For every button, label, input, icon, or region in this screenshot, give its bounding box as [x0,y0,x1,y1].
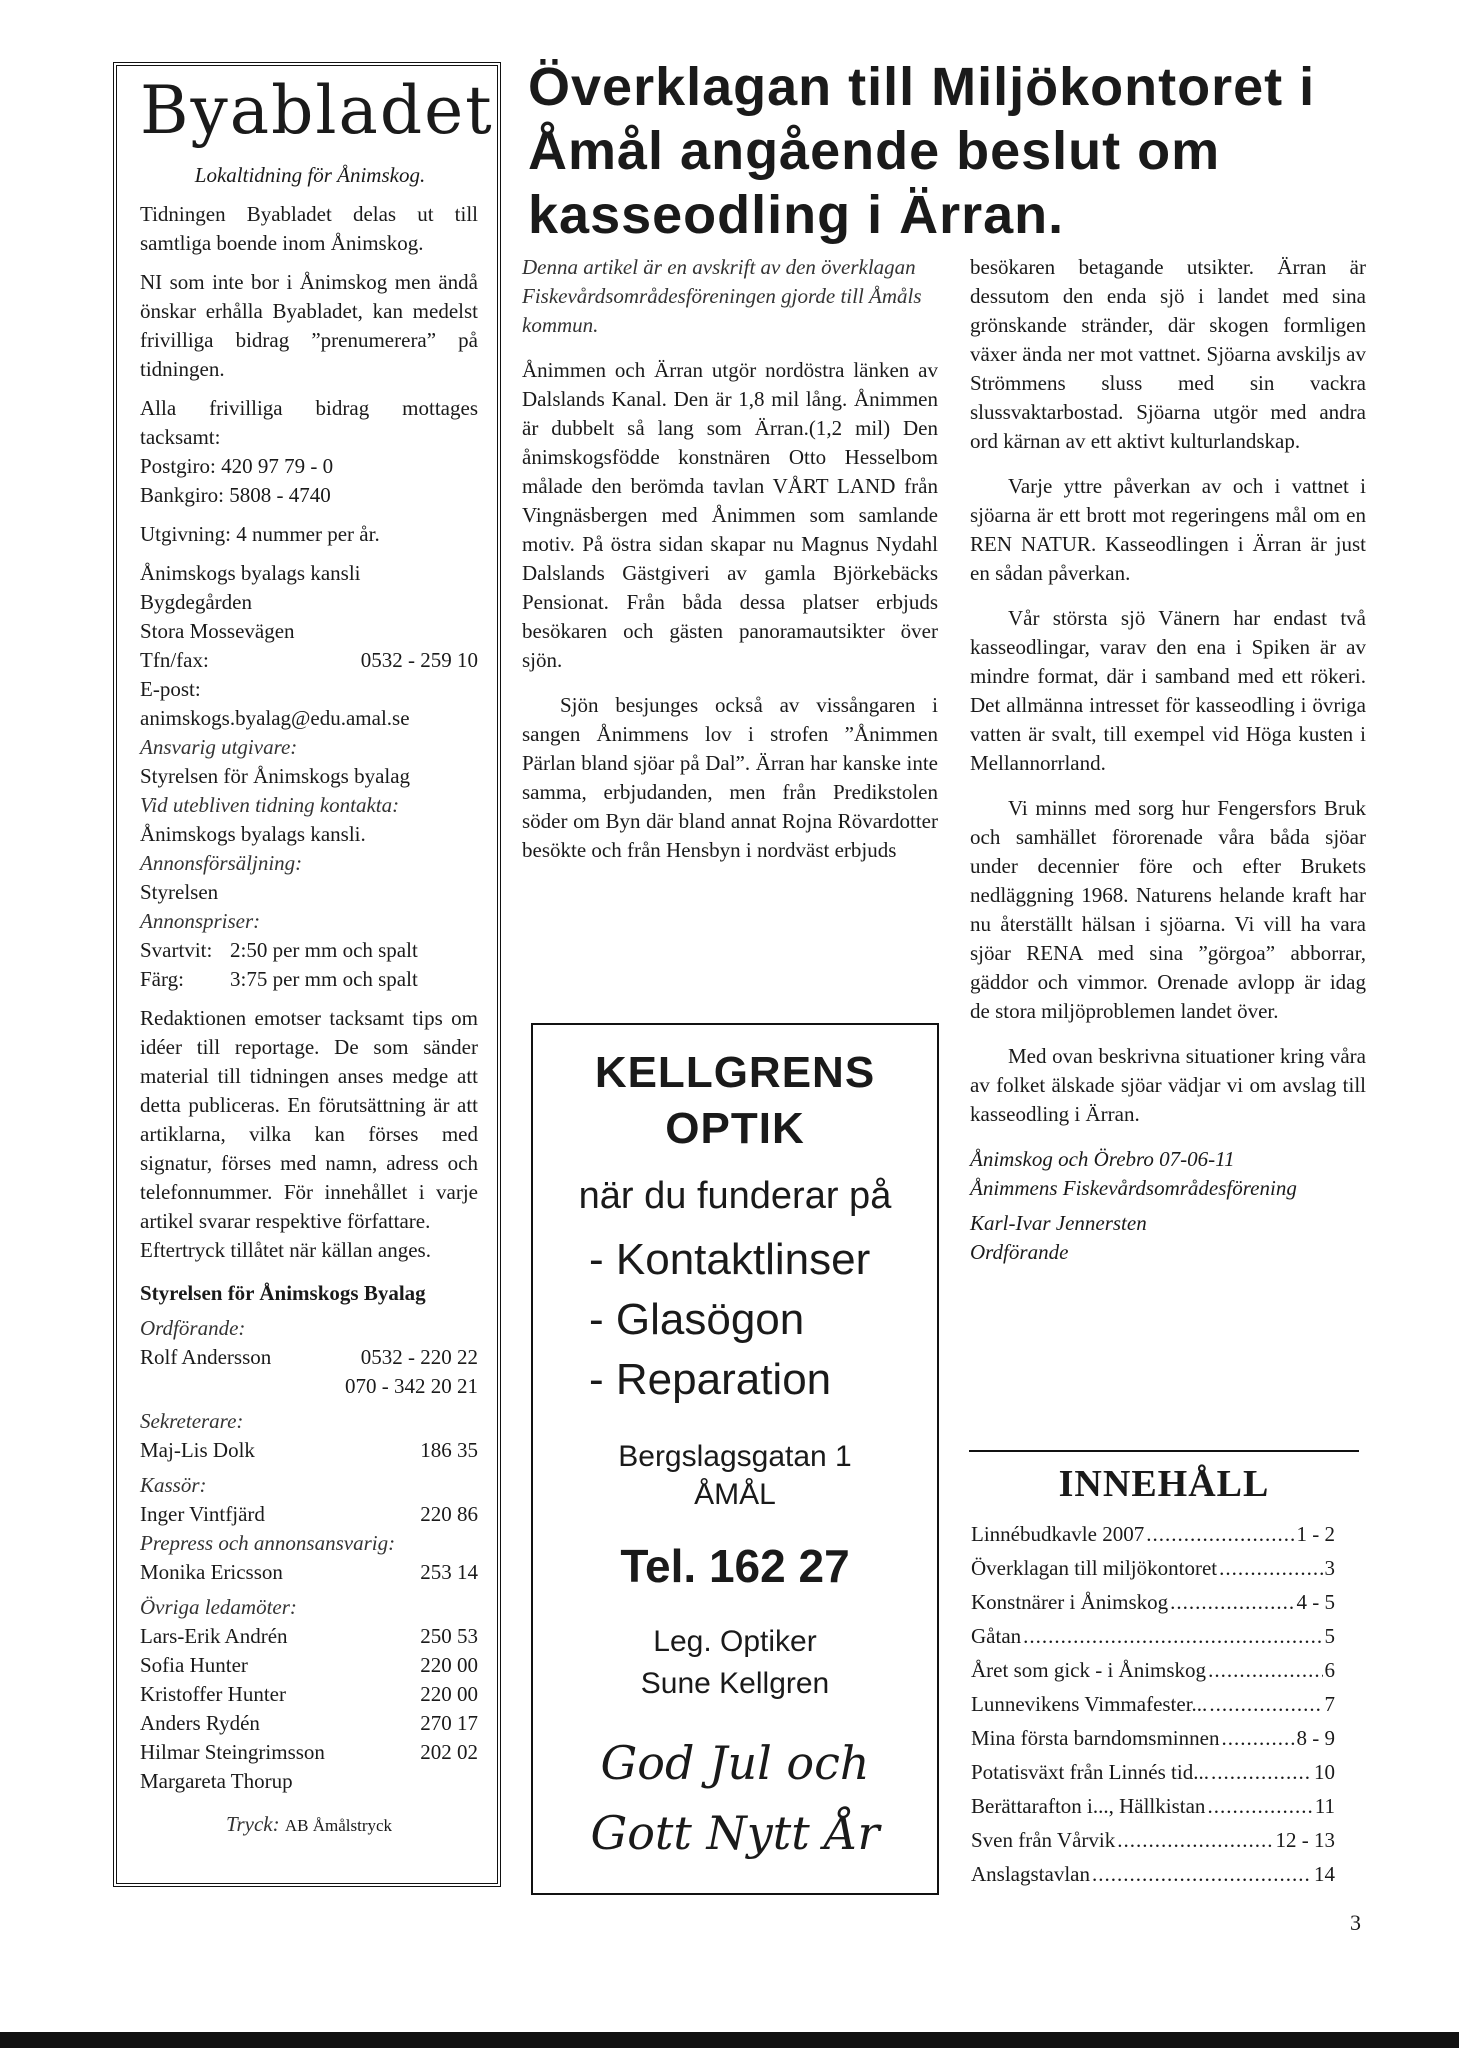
article-paragraph: Vår största sjö Vänern har endast två kasseodlingar, varav den ena i Spiken är av mindre format, där i samband med ett rökeri. Det allmänna intresset för kasseodling i övriga vatten är svalt, till exempel vid Höga kusten i Mellannorrland. [970,606,1366,775]
board-treasurer: Inger Vintfjärd 220 86 [140,1502,478,1526]
board-member: Margareta Thorup [140,1769,293,1793]
ad-tagline: när du funderar på [578,1175,892,1217]
info-contributions: Alla frivilliga bidrag mottages tacksamt: [140,396,478,449]
article-signature-org: Ånimmens Fiskevårdsområdesförening [970,1176,1297,1200]
ad-greeting-line2: Gott Nytt År [590,1806,880,1860]
article-paragraph: Varje yttre påverkan av och i vattnet i sjöarna är ett brott mot regeringens mål om en REN NATUR. Kasseodlingen i Ärran är just en sådan påverkan. [970,474,1366,585]
toc-entry: Potatisväxt från Linnés tid... ..... 10 [971,1755,1335,1789]
board-secretary: Maj-Lis Dolk 186 35 [140,1438,478,1462]
info-ansvarig-label: Ansvarig utgivare: [140,735,298,759]
info-kansli-place: Bygdegården [140,590,252,614]
info-bankgiro: Bankgiro: 5808 - 4740 [140,483,331,507]
board-member: Lars-Erik Andrén 250 53 [140,1624,478,1648]
toc-entry: Mina första barndomsminnen ..... 8 - 9 [971,1721,1335,1755]
info-price-bw: Svartvit: 2:50 per mm och spalt [140,938,418,962]
board-secretary-label: Sekreterare: [140,1409,244,1433]
info-postgiro: Postgiro: 420 97 79 - 0 [140,454,334,478]
info-kansli: Ånimskogs byalags kansli [140,561,361,585]
article-paragraph: Vi minns med sorg hur Fengersfors Bruk och samhället förorenade våra båda sjöar under decennier före och efter Brukets nedläggning 1968. Naturens helande kraft har nu återställt hälsan i sjöarna. Vi vill ha vara sjöar RENA med sina ”görgoa” abborrar, gäddor och vimmor. Orenade avlopp är idag de stora miljöproblemen landet över. [970,796,1366,1023]
board-members-label: Övriga ledamöter: [140,1595,297,1619]
scan-edge-bar [0,2032,1459,2048]
info-kansli-street: Stora Mossevägen [140,619,295,643]
toc-entry: Linnébudkavle 2007 ..... 1 - 2 [971,1517,1335,1551]
board-prepress-label: Prepress och annonsansvarig: [140,1531,396,1555]
info-phone: Tfn/fax: 0532 - 259 10 [140,648,478,672]
toc-entry: Berättarafton i..., Hällkistan ..... 11 [971,1789,1335,1823]
article-column-1 [522,253,938,881]
toc-list [971,1517,1335,1891]
article-signature-name: Karl-Ivar Jennersten [970,1211,1147,1235]
page-number: 3 [1350,1910,1361,1935]
toc-divider [969,1450,1359,1452]
info-utebliven: Ånimskogs byalags kansli. [140,822,366,846]
info-email-label: E-post: [140,677,201,701]
board-chair-mobile: 070 - 342 20 21 [345,1374,478,1398]
article-paragraph: Med ovan beskrivna situationer kring våra av folket älskade sjöar vädjar vi om avslag till kasseodling i Ärran. [970,1044,1366,1126]
ad-address-street: Bergslagsgatan 1 [618,1440,852,1473]
article-signature-role: Ordförande [970,1240,1069,1264]
article-paragraph: besökaren betagande utsikter. Ärran är dessutom den enda sjö i landet med sina grönskande stränder, där skogen formligen växer ända ner mot vattnet. Sjöarna avskiljs av Strömmens sluss med sin vackra slussvaktarbostad. Sjöarna utgör med andra ord kärnan av ett aktivt kulturlandskap. [970,255,1366,453]
ad-service-item: - Kontaktlinser [589,1235,871,1284]
board-treasurer-label: Kassör: [140,1473,207,1497]
info-annonspriser-label: Annonspriser: [140,909,261,933]
masthead-subtitle: Lokaltidning för Ånimskog. [194,163,426,187]
article-paragraph: Ånimmen och Ärran utgör nordöstra länken av Dalslands Kanal. Den är 1,8 mil lång. Ånimmen är dubbelt så lang som Ärran.(1,2 mil) Den ånimskogsfödde konstnären Otto Hesselbom målade den berömda tavlan VÅRT LAND från Vingnäsbergen med Ånimmen som samlande motiv. På östra sidan skapar nu Magnus Nydahl Dalslands Gästgiveri av gamla Björkebäcks Pensionat. Från båda dessa platser erbjuds besökaren och gästen panoramautsikter över sjön. [522,358,938,672]
article-signature-date: Ånimskog och Örebro 07-06-11 [970,1147,1235,1171]
article-column-2 [970,253,1366,1267]
ad-address-city: ÅMÅL [694,1478,776,1511]
masthead-info [140,200,478,1840]
article-paragraph: Sjön besjunges också av vissångaren i sangen Ånimmens lov i strofen ”Ånimmen Pärlan bland sjöar på Dal”. Ärran har kanske inte samma, erbjudanden, men från Predikstolen söder om Byn där bland annat Rojna Rövardotter besökte och från Hensbyn i nordväst erbjuds [522,693,938,862]
info-eftertryck: Eftertryck tillåtet när källan anges. [140,1238,431,1262]
board-chair: Rolf Andersson 0532 - 220 22 [140,1345,478,1369]
ad-title-line2: OPTIK [665,1104,805,1153]
info-annonsforsaljning: Styrelsen [140,880,219,904]
board-chair-label: Ordförande: [140,1316,246,1340]
info-distribution: Tidningen Byabladet delas ut till samtliga boende inom Ånimskog. [140,202,478,255]
ad-title-line1: KELLGRENS [594,1048,876,1097]
board-member: Sofia Hunter 220 00 [140,1653,478,1677]
info-price-color: Färg: 3:75 per mm och spalt [140,967,418,991]
board-member: Anders Rydén 270 17 [140,1711,478,1735]
toc-entry: Konstnärer i Ånimskog ..... 4 - 5 [971,1585,1335,1619]
board-member: Hilmar Steingrimsson 202 02 [140,1740,478,1764]
ad-service-item: - Glasögon [589,1295,805,1344]
toc-entry: Lunnevikens Vimmafester... ..... 7 [971,1687,1335,1721]
info-utebliven-label: Vid utebliven tidning kontakta: [140,793,400,817]
info-subscription: NI som inte bor i Ånimskog men ändå önskar erhålla Byabladet, kan medelst frivilliga bidrag ”prenumerera” på tidningen. [140,270,478,381]
board-heading: Styrelsen för Ånimskogs Byalag [140,1281,426,1305]
article-headline: Överklagan till Miljökontoret i Åmål angående beslut om kasseodling i Ärran. [528,57,1316,245]
ad-optician-name: Sune Kellgren [640,1667,830,1700]
optician-ad [531,1023,939,1895]
info-utgivning: Utgivning: 4 nummer per år. [140,522,380,546]
toc-heading: INNEHÅLL [1058,1463,1270,1505]
info-annonsforsaljning-label: Annonsförsäljning: [140,851,303,875]
print-credit: Tryck: AB Åmålstryck [225,1812,393,1836]
masthead-title: Byabladet [140,72,494,149]
ad-phone: Tel. 162 27 [620,1540,850,1592]
board-prepress: Monika Ericsson 253 14 [140,1560,478,1584]
toc-entry: Gåtan ..... 5 [971,1619,1335,1653]
toc-entry: Anslagstavlan ..... 14 [971,1857,1335,1891]
ad-optician-title: Leg. Optiker [653,1625,817,1658]
toc-entry: Sven från Vårvik ..... 12 - 13 [971,1823,1335,1857]
info-email: animskogs.byalag@edu.amal.se [140,706,410,730]
ad-service-item: - Reparation [589,1355,832,1404]
info-redaktion: Redaktionen emotser tacksamt tips om idéer till reportage. De som sänder material till tidningen anses medge att detta publiceras. En förutsättning är att artiklarna, vilka kan förses med signatur, förses med namn, adress och telefonnummer. För innehållet i varje artikel svarar respektive författare. [140,1006,478,1233]
article-intro: Denna artikel är en avskrift av den överklagan Fiskevårdsområdesföreningen gjorde till Åmåls kommun. [522,255,922,337]
info-ansvarig: Styrelsen för Ånimskogs byalag [140,764,411,788]
ad-greeting-line1: God Jul och [600,1736,870,1790]
board-member: Kristoffer Hunter 220 00 [140,1682,478,1706]
toc-entry: Året som gick - i Ånimskog ..... 6 [971,1653,1335,1687]
toc-entry: Överklagan till miljökontoret ..... 3 [971,1551,1335,1585]
